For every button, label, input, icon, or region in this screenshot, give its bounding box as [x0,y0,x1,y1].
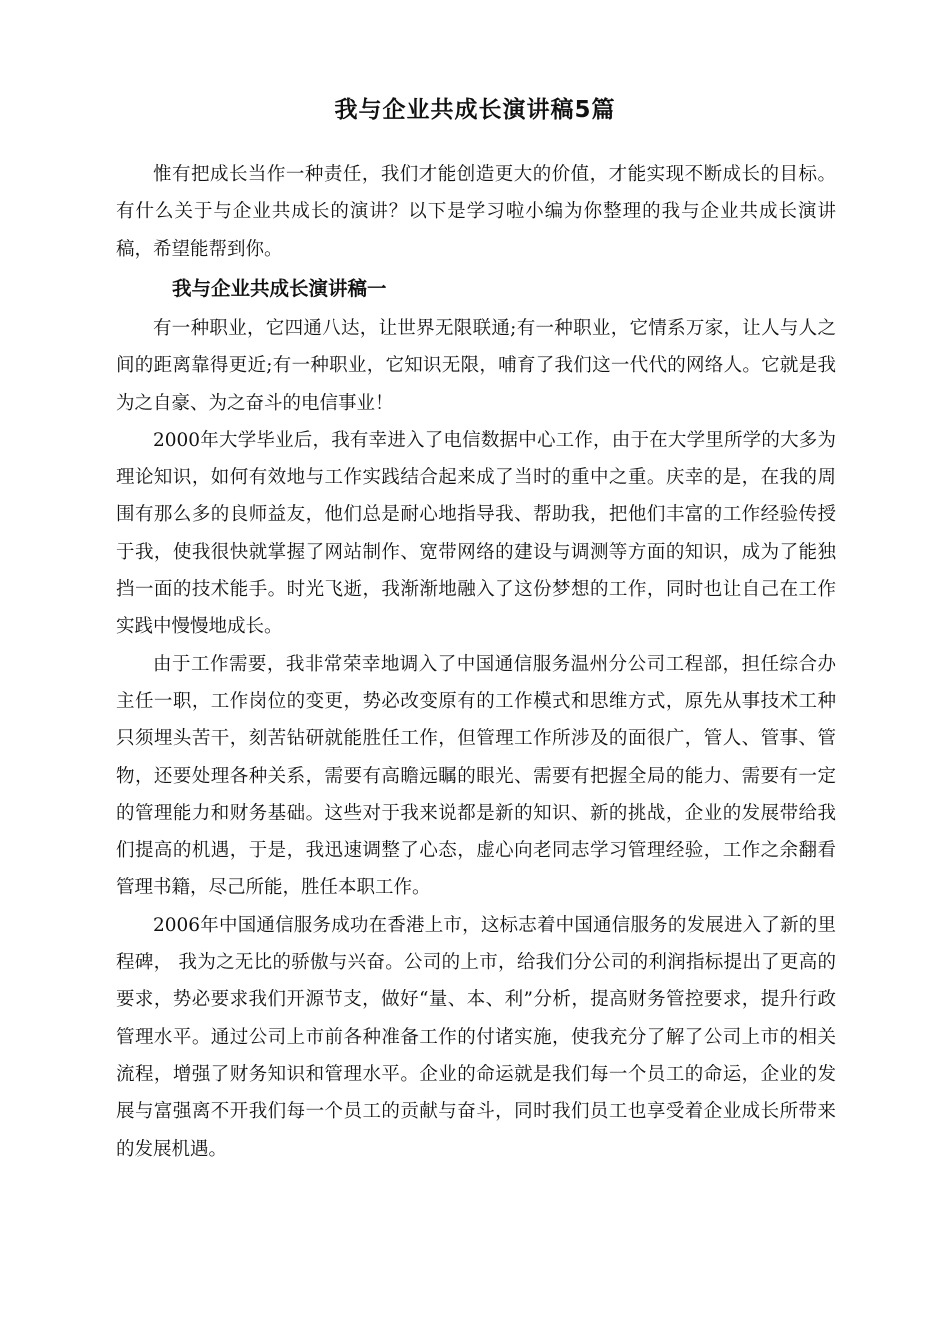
paragraph-4: 2006年中国通信服务成功在香港上市，这标志着中国通信服务的发展进入了新的里程碑， 我为之无比的骄傲与兴奋。公司的上市，给我们分公司的利润指标提出了更高的要求，势必要求我们开源节支，做好“量、本、利”分析，提高财务管控要求，提升行政管理水平。通过公司上市前各种准备工作的付诸实施，使我充分了解了公司上市的相关流程，增强了财务知识和管理水平。企业的命运就是我们每一个员工的命运，企业的发展与富强离不开我们每一个员工的贡献与奋斗，同时我们员工也享受着企业成长所带来的发展机遇。 [116,914,836,1160]
speech-body [116,310,836,1168]
paragraph-2: 2000年大学毕业后，我有幸进入了电信数据中心工作，由于在大学里所学的大多为理论知识，如何有效地与工作实践结合起来成了当时的重中之重。庆幸的是，在我的周围有那么多的良师益友，他们总是耐心地指导我、帮助我，把他们丰富的工作经验传授于我，使我很快就掌握了网站制作、宽带网络的建设与调测等方面的知识，成为了能独挡一面的技术能手。时光飞逝，我渐渐地融入了这份梦想的工作，同时也让自己在工作实践中慢慢地成长。 [116,429,836,638]
section-title: 我与企业共成长演讲稿一 [172,277,387,300]
paragraph-1: 有一种职业，它四通八达，让世界无限联通;有一种职业，它情系万家，让人与人之间的距离靠得更近;有一种职业，它知识无限，哺育了我们这一代代的网络人。它就是我为之自豪、为之奋斗的电信事业！ [116,318,836,414]
paragraph-3: 由于工作需要，我非常荣幸地调入了中国通信服务温州分公司工程部，担任综合办主任一职，工作岗位的变更，势必改变原有的工作模式和思维方式，原先从事技术工种只须埋头苦干，刻苦钻研就能胜任工作，但管理工作所涉及的面很广，管人、管事、管物，还要处理各种关系，需要有高瞻远瞩的眼光、需要有把握全局的能力、需要有一定的管理能力和财务基础。这些对于我来说都是新的知识、新的挑战，企业的发展带给我们提高的机遇，于是，我迅速调整了心态，虚心向老同志学习管理经验，工作之余翻看管理书籍，尽己所能，胜任本职工作。 [116,653,836,899]
intro-section [116,156,836,268]
document-title: 我与企业共成长演讲稿5篇 [334,97,616,123]
intro-paragraph: 惟有把成长当作一种责任，我们才能创造更大的价值，才能实现不断成长的目标。有什么关于与企业共成长的演讲？以下是学习啦小编为你整理的我与企业共成长演讲稿，希望能帮到你。 [116,164,836,260]
